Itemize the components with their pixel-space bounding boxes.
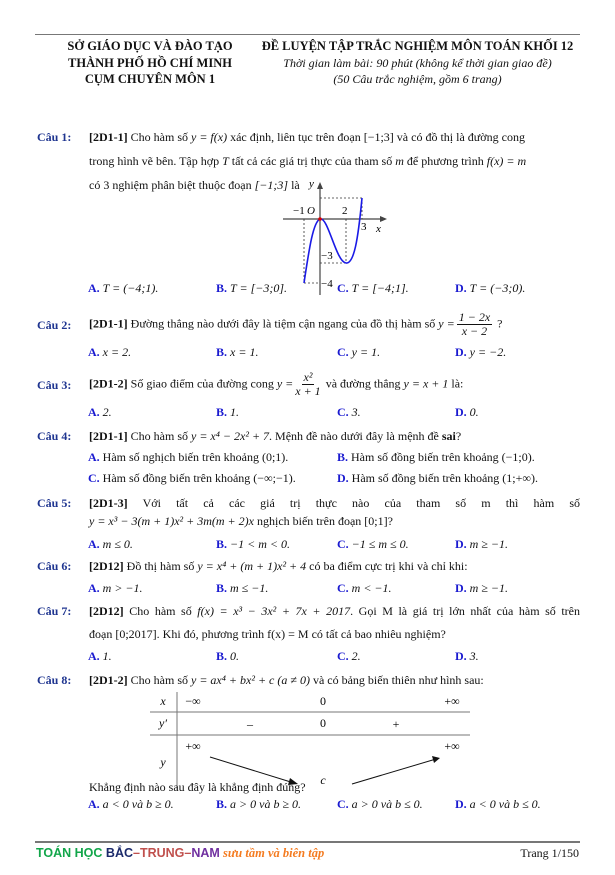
text: có 3 nghiệm phân biệt thuộc đoạn xyxy=(89,178,255,192)
numerator: 1 − 2x xyxy=(458,310,491,324)
increase-arrow xyxy=(352,759,436,784)
tick-label: 2 xyxy=(342,205,348,217)
option-text: a < 0 và b ≥ 0. xyxy=(102,797,174,811)
text: Cho hàm số xyxy=(127,673,191,687)
option-letter: A. xyxy=(88,797,100,811)
denominator: x + 1 xyxy=(295,384,321,398)
x-value: 0 xyxy=(320,694,326,708)
math: m xyxy=(395,154,404,168)
option-text: Hàm số đồng biến trên khoảng (1;+∞). xyxy=(351,471,538,485)
cluster: CỤM CHUYÊN MÔN 1 xyxy=(84,72,216,86)
text: . Mệnh đề nào dưới đây là mệnh đề xyxy=(269,429,442,443)
derivative-zero: 0 xyxy=(320,716,326,730)
option-letter: D. xyxy=(455,345,467,359)
tag: [2D12] xyxy=(89,604,124,618)
question-8-prompt: Khẳng định nào sau đây là khẳng định đúng? xyxy=(89,780,306,794)
x-value: −∞ xyxy=(185,694,201,708)
option-letter: D. xyxy=(455,581,467,595)
option-letter: B. xyxy=(216,797,228,811)
text: ? xyxy=(494,316,503,331)
text: và đường thẳng xyxy=(322,376,404,391)
option-text: −1 < m < 0. xyxy=(230,537,290,551)
math: y = x⁴ + (m + 1)x² + 4 xyxy=(197,559,307,573)
row-header-y: y xyxy=(160,755,166,769)
option-letter: D. xyxy=(455,281,467,295)
math: f(x) = m xyxy=(486,154,527,168)
tick-label: −4 xyxy=(321,278,333,290)
math: [−1;3] xyxy=(363,130,394,144)
option-text: 1. xyxy=(102,649,112,663)
math: y = x + 1 xyxy=(403,376,449,391)
text: và có đồ thị là đường cong xyxy=(393,130,525,144)
tick-label: −1 xyxy=(293,205,305,217)
y-axis-label: y xyxy=(309,178,314,190)
option-letter: D. xyxy=(455,537,467,551)
text: trong hình vẽ bên. Tập hợp xyxy=(89,154,223,168)
option-letter: A. xyxy=(88,405,100,419)
math: y = xyxy=(276,376,294,391)
option-text: x = 1. xyxy=(230,345,259,359)
option-text: a < 0 và b ≤ 0. xyxy=(469,797,541,811)
option-letter: D. xyxy=(455,797,467,811)
text: Cho hàm số xyxy=(127,130,191,144)
option-text: a > 0 và b ≤ 0. xyxy=(351,797,423,811)
city: THÀNH PHỐ HỒ CHÍ MINH xyxy=(68,55,232,70)
origin-label: O xyxy=(307,205,315,217)
footer-rule xyxy=(35,841,580,843)
department: SỞ GIÁO DỤC VÀ ĐÀO TẠO xyxy=(67,39,233,53)
option-letter: C. xyxy=(88,471,100,485)
tick-label: 3 xyxy=(361,221,367,233)
y-value: +∞ xyxy=(185,739,201,753)
brand-part: –TRUNG– xyxy=(133,846,192,860)
option-text: m < −1. xyxy=(351,581,392,595)
question-5-label: Câu 5: xyxy=(37,496,72,510)
derivative-sign: – xyxy=(247,717,253,731)
footer-brand xyxy=(36,846,324,861)
exam-time: Thời gian làm bài: 90 phút (không kể thời gian giao đề) xyxy=(283,55,552,70)
option-letter: B. xyxy=(216,581,228,595)
option-letter: A. xyxy=(88,537,100,551)
text: Cho hàm số xyxy=(123,604,198,618)
derivative-sign: + xyxy=(392,717,400,731)
tag: [2D1-3] xyxy=(89,496,128,510)
math: y = f(x) xyxy=(191,130,228,144)
brand-part: NAM xyxy=(191,846,220,860)
text: xác định, liên tục trên đoạn xyxy=(227,130,364,144)
tag: [2D1-1] xyxy=(89,316,128,331)
tick-label: −3 xyxy=(321,250,333,262)
text: Với tất cả các giá trị thực nào của tham số m thì hàm số xyxy=(127,496,580,510)
exam-title: ĐỀ LUYỆN TẬP TRẮC NGHIỆM MÔN TOÁN KHỐI 12 xyxy=(261,39,574,53)
text: Đồ thị hàm số xyxy=(123,559,198,573)
option-letter: A. xyxy=(88,581,100,595)
page-number: Trang 1/150 xyxy=(520,846,579,860)
numerator: x² xyxy=(303,370,313,384)
option-letter: C. xyxy=(337,345,349,359)
row-header-x: x xyxy=(160,694,166,708)
question-2-label: Câu 2: xyxy=(37,318,72,332)
option-letter: B. xyxy=(216,345,228,359)
option-text: 3. xyxy=(469,649,479,663)
option-letter: B. xyxy=(216,537,228,551)
tag: [2D1-1] xyxy=(89,130,128,144)
option-text: y = −2. xyxy=(469,345,507,359)
text: là: xyxy=(448,376,464,391)
math: [−1;3] xyxy=(254,178,289,192)
x-value: +∞ xyxy=(444,694,460,708)
math: T xyxy=(222,154,229,168)
option-letter: B. xyxy=(337,450,349,464)
question-1-label: Câu 1: xyxy=(37,130,72,144)
option-letter: D. xyxy=(337,471,349,485)
brand-part: TOÁN HỌC xyxy=(36,846,106,860)
option-text: Hàm số nghịch biến trên khoảng (0;1). xyxy=(102,450,289,464)
option-letter: D. xyxy=(455,405,467,419)
option-letter: B. xyxy=(216,281,228,295)
question-4-label: Câu 4: xyxy=(37,429,72,443)
option-text: m > −1. xyxy=(102,581,143,595)
text: . Gọi M là giá trị lớn nhất của hàm số trên xyxy=(350,604,581,618)
arrow-head-icon xyxy=(432,756,440,763)
emphasis: sai xyxy=(441,429,456,443)
text: Đường thẳng nào dưới đây là tiệm cận ngang của đồ thị hàm số xyxy=(127,316,439,331)
option-text: T = [−3;0]. xyxy=(230,281,288,295)
option-text: T = [−4;1]. xyxy=(351,281,409,295)
question-7-label: Câu 7: xyxy=(37,604,72,618)
row-header-y-prime: y′ xyxy=(159,716,167,730)
option-text: m ≥ −1. xyxy=(469,581,509,595)
option-text: m ≥ −1. xyxy=(469,537,509,551)
option-text: m ≤ 0. xyxy=(102,537,133,551)
option-letter: C. xyxy=(337,581,349,595)
text: Cho hàm số xyxy=(127,429,191,443)
question-3-label: Câu 3: xyxy=(37,378,72,392)
option-text: T = (−3;0). xyxy=(469,281,526,295)
exam-count: (50 Câu trắc nghiệm, gồm 6 trang) xyxy=(333,72,502,86)
option-letter: C. xyxy=(337,405,349,419)
tag: [2D1-2] xyxy=(89,673,128,687)
text: ? xyxy=(455,429,462,443)
question-6-label: Câu 6: xyxy=(37,559,72,573)
y-value: c xyxy=(320,773,326,787)
text: nghịch biến trên đoạn [0;1]? xyxy=(253,514,393,528)
option-text: 0. xyxy=(469,405,479,419)
question-8-label: Câu 8: xyxy=(37,673,72,687)
text: tất cả các giá trị thực của tham số xyxy=(228,154,396,168)
math: y = x⁴ − 2x² + 7 xyxy=(191,429,270,443)
option-text: x = 2. xyxy=(102,345,132,359)
option-text: Hàm số đồng biến trên khoảng (−1;0). xyxy=(351,450,535,464)
option-letter: B. xyxy=(216,405,228,419)
tag: [2D12] xyxy=(89,559,124,573)
math: y = x³ − 3(m + 1)x² + 3m(m + 2)x xyxy=(89,514,254,528)
brand-part: sưu tầm và biên tập xyxy=(219,846,325,860)
tag: [2D1-1] xyxy=(89,429,128,443)
math: y = ax⁴ + bx² + c (a ≠ 0) xyxy=(191,673,310,687)
option-letter: A. xyxy=(88,649,100,663)
x-axis-label: x xyxy=(376,223,381,235)
text: có ba điểm cực trị khi và chỉ khi: xyxy=(306,559,468,573)
tag: [2D1-2] xyxy=(89,376,128,391)
option-letter: A. xyxy=(88,450,100,464)
option-letter: C. xyxy=(337,537,349,551)
question-7-line-2: đoạn [0;2017]. Khi đó, phương trình f(x) = M có tất cả bao nhiêu nghiệm? xyxy=(89,627,446,641)
option-text: a > 0 và b ≥ 0. xyxy=(230,797,302,811)
option-text: 3. xyxy=(351,405,361,419)
option-letter: B. xyxy=(216,649,228,663)
math: f(x) = x³ − 3x² + 7x + 2017 xyxy=(197,604,351,618)
option-text: 0. xyxy=(230,649,240,663)
option-letter: D. xyxy=(455,649,467,663)
y-value: +∞ xyxy=(444,739,460,753)
denominator: x − 2 xyxy=(461,324,488,338)
text: và có bảng biến thiên như hình sau: xyxy=(309,673,484,687)
option-letter: A. xyxy=(88,281,100,295)
option-letter: A. xyxy=(88,345,100,359)
option-letter: C. xyxy=(337,281,349,295)
text: là xyxy=(288,178,300,192)
brand-part: BẮC xyxy=(105,846,134,860)
option-text: Hàm số đồng biến trên khoảng (−∞;−1). xyxy=(102,471,296,485)
option-text: 1. xyxy=(230,405,240,419)
option-text: −1 ≤ m ≤ 0. xyxy=(351,537,409,551)
math: y = xyxy=(438,316,455,331)
option-text: 2. xyxy=(102,405,112,419)
text: để phương trình xyxy=(403,154,487,168)
option-text: T = (−4;1). xyxy=(102,281,159,295)
option-letter: C. xyxy=(337,649,349,663)
option-text: m ≤ −1. xyxy=(230,581,269,595)
option-text: 2. xyxy=(351,649,361,663)
text: Số giao điểm của đường cong xyxy=(127,376,277,391)
option-text: y = 1. xyxy=(351,345,381,359)
option-letter: C. xyxy=(337,797,349,811)
